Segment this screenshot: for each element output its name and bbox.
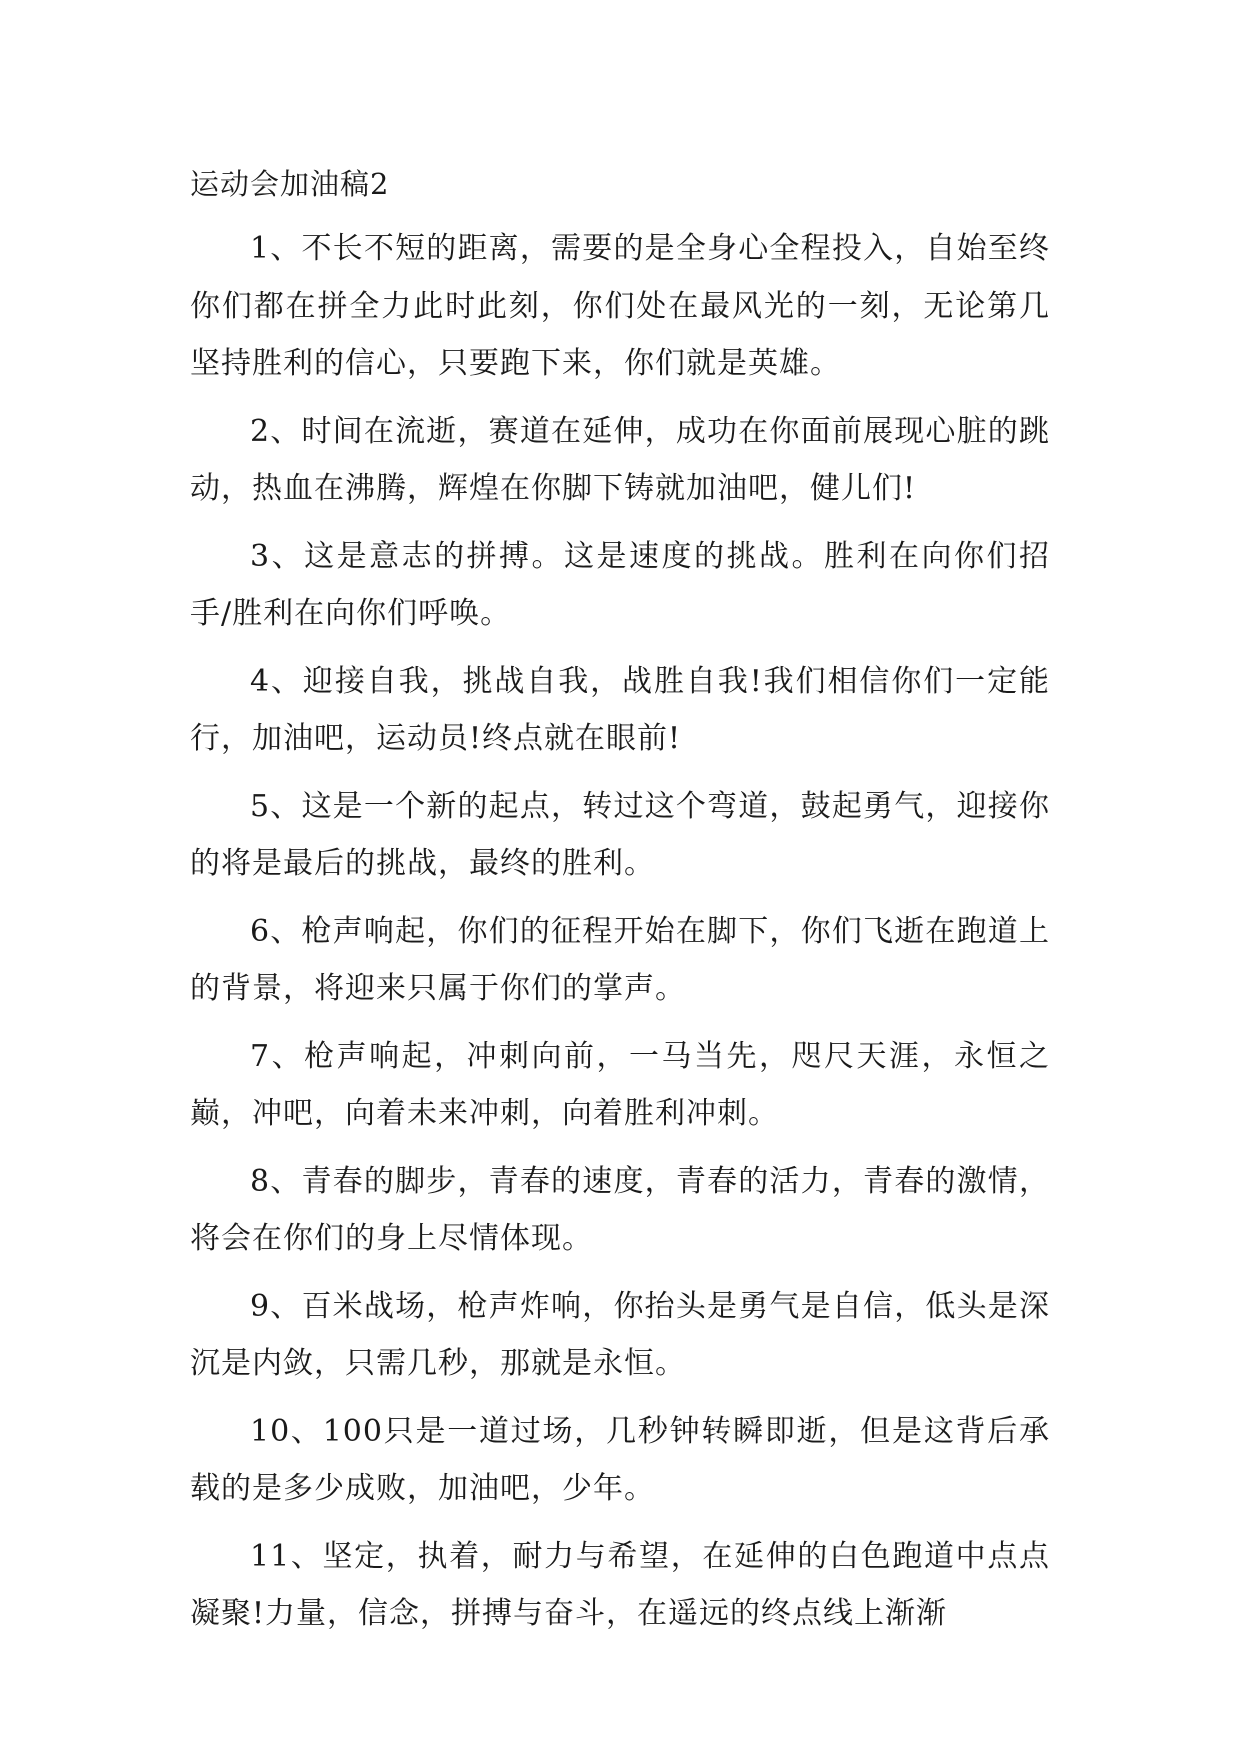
paragraph-1: 1、不长不短的距离，需要的是全身心全程投入，自始至终你们都在拼全力此时此刻，你们处在最风光的一刻，无论第几坚持胜利的信心，只要跑下来，你们就是英雄。	[190, 231, 1050, 381]
paragraph-2: 2、时间在流逝，赛道在延伸，成功在你面前展现心脏的跳动，热血在沸腾，辉煌在你脚下铸就加油吧，健儿们!	[190, 413, 1050, 506]
document-page	[190, 160, 1050, 1653]
paragraph-10: 10、100只是一道过场，几秒钟转瞬即逝，但是这背后承载的是多少成败，加油吧，少年。	[190, 1413, 1050, 1506]
paragraph-3: 3、这是意志的拼搏。这是速度的挑战。胜利在向你们招手/胜利在向你们呼唤。	[190, 538, 1050, 631]
paragraph-8: 8、青春的脚步，青春的速度，青春的活力，青春的激情，将会在你们的身上尽情体现。	[190, 1163, 1050, 1256]
paragraph-7: 7、枪声响起，冲刺向前，一马当先，咫尺天涯，永恒之巅，冲吧，向着未来冲刺，向着胜利冲刺。	[190, 1038, 1050, 1131]
document-title: 运动会加油稿2	[190, 167, 390, 201]
paragraph-5: 5、这是一个新的起点，转过这个弯道，鼓起勇气，迎接你的将是最后的挑战，最终的胜利。	[190, 788, 1050, 881]
paragraph-4: 4、迎接自我，挑战自我，战胜自我!我们相信你们一定能行，加油吧，运动员!终点就在眼前!	[190, 663, 1050, 756]
paragraph-11: 11、坚定，执着，耐力与希望，在延伸的白色跑道中点点凝聚!力量，信念，拼搏与奋斗，在遥远的终点线上渐渐	[190, 1538, 1050, 1631]
paragraph-9: 9、百米战场，枪声炸响，你抬头是勇气是自信，低头是深沉是内敛，只需几秒，那就是永恒。	[190, 1288, 1050, 1381]
paragraph-6: 6、枪声响起，你们的征程开始在脚下，你们飞逝在跑道上的背景，将迎来只属于你们的掌声。	[190, 913, 1050, 1006]
